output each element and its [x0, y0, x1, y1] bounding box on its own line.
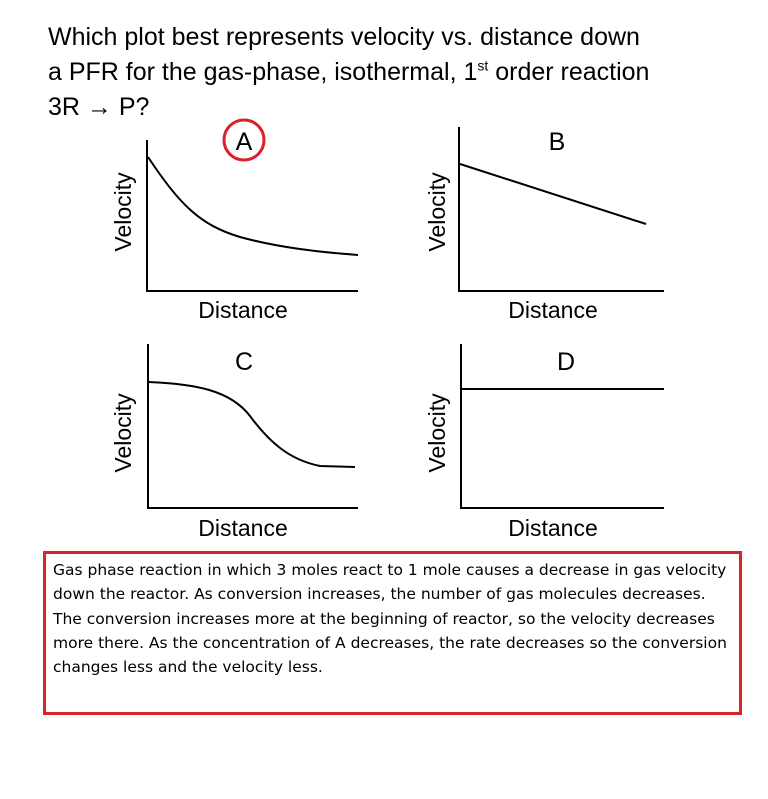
- plot-b-xlabel: Distance: [508, 297, 598, 323]
- plot-c-xlabel: Distance: [198, 515, 288, 541]
- question-line-3: 3R → P?: [48, 93, 150, 121]
- question-line-1: Which plot best represents velocity vs. distance down: [48, 23, 640, 51]
- question-superscript: st: [477, 57, 489, 74]
- plot-a-label: A: [235, 128, 253, 156]
- plot-b-label: B: [548, 128, 566, 156]
- plot-a-curve: [148, 157, 358, 255]
- plot-c-label: C: [234, 348, 254, 376]
- answer-explanation-box: [43, 551, 742, 715]
- plot-d-xlabel: Distance: [508, 515, 598, 541]
- plot-b[interactable]: [424, 127, 664, 323]
- plot-a-ylabel: Velocity: [110, 172, 136, 252]
- plot-a-xlabel: Distance: [198, 297, 288, 323]
- plot-c-curve: [149, 382, 355, 467]
- answer-text: Gas phase reaction in which 3 moles react to 1 mole causes a decrease in gas velocity down the reactor. As conversion increases, the number of gas molecules decreases. The conversion increases more at the beginning of reactor, so the velocity decreases more there. As the concentration of A decreases, the rate decreases so the conversion changes less and the velocity less.: [53, 561, 727, 677]
- plot-c-ylabel: Velocity: [110, 393, 136, 473]
- plot-b-ylabel: Velocity: [424, 172, 450, 252]
- plot-c[interactable]: [110, 344, 358, 541]
- question-line-2-main: a PFR for the gas-phase, isothermal, 1: [48, 58, 478, 86]
- plot-d[interactable]: [424, 344, 664, 541]
- plot-b-curve: [460, 164, 646, 224]
- question-line-2-end: order reaction: [488, 58, 650, 86]
- plot-d-label: D: [556, 348, 576, 376]
- plot-a[interactable]: [110, 120, 358, 323]
- plot-d-ylabel: Velocity: [424, 393, 450, 473]
